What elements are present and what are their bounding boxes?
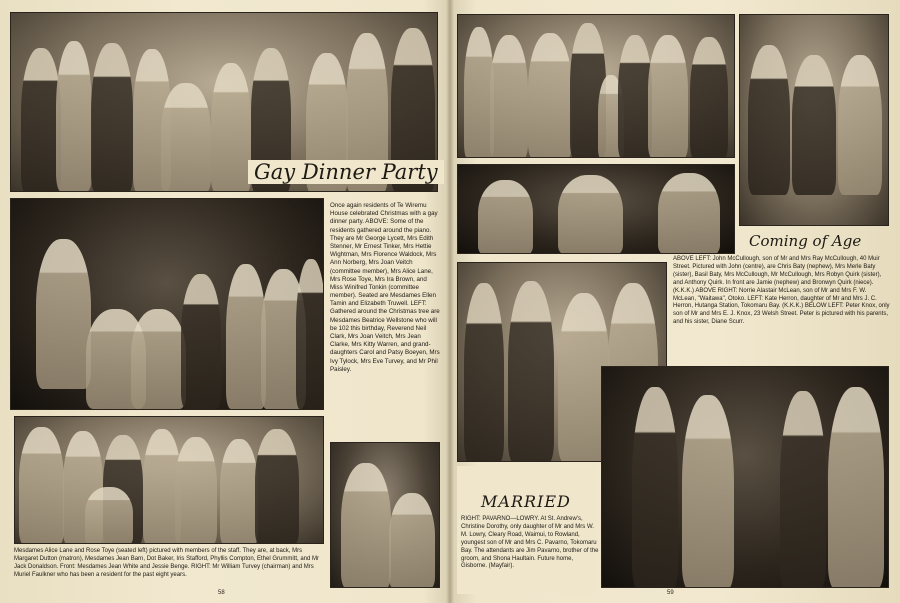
photo-mccullough-family (457, 14, 735, 158)
photo-christmas-tree (10, 198, 324, 410)
page-number-right: 59 (667, 590, 674, 596)
photo-chairman-resident (330, 442, 440, 588)
heading-coming-of-age: Coming of Age (749, 232, 862, 250)
caption-staff: Mesdames Alice Lane and Rose Toye (seated left) pictured with members of the staff. They are, at back, Mrs Margaret Dutton (matron), Mesdames Jean Barn, Dot Baker, Iris Stafford, Phyllis Compton, Ethel Grummitt, and Mr Jack Donaldson. Front: Mesdames Jean White and Jessie Benge. RIGHT: Mr William Turvey (chairman) and Mrs Muriel Faulkner who has been a resident for the past eight years. (14, 548, 320, 578)
right-page (451, 0, 900, 603)
caption-married: RIGHT: PAVARNO—LOWRY. At St. Andrew's, Christine Dorothy, only daughter of Mr and Mrs W. M. Lowry, Cleary Road, Waimui, to Rowland, youngest son of Mr and Mrs C. Pavarno, Tokomaru Bay. The attendants are Jim Pavarno, brother of the groom, and Shona Haultain. Future home, Gisborne. (Mayfair). (461, 516, 599, 570)
photo-mclean (739, 14, 889, 226)
photo-wedding (601, 366, 889, 588)
left-page (0, 0, 449, 603)
photo-herron (457, 164, 735, 254)
caption-dinner-party: Once again residents of Te Wiremu House celebrated Christmas with a gay dinner party. ABOVE: Some of the residents gathered around the piano. They are Mr George Lycett, Mrs Edith Stenner, Mr Ernest Tinker, Mrs Hettie Wightman, Mrs Florence Waldock, Mrs Ann Norberg, Mrs Joan Veitch (committee member), Mrs Alice Lane, Mrs Rose Toye, Mrs Ira Brown, and Miss Winifred Tonkin (committee member). Seated are Mesdames Ellen Tamin and Elizabeth Truwell. LEFT: Gathered around the Christmas tree are Mesdames Beatrice Wellstone who will be 102 this birthday, Reverend Neil Clark, Mrs Joan Veitch, Mrs Jean Clarke, Mrs Kitty Warren, and grand-daughters Carol and Patsy Boeyen, Mrs Ivy Tylock, Mrs Eve Turvey, and Mr Phil Paisley. (330, 202, 440, 373)
photo-staff-group (14, 416, 324, 544)
caption-coming-of-age: ABOVE LEFT: John McCullough, son of Mr and Mrs Ray McCullough, 40 Muir Street. Pictured with John (centre), are Chris Baty (nephew), Mrs Merle Baty (sister), Basil Baty, Mrs McCullough, Mr McCullough, Mrs Robyn Quirk (sister), and Anthony Quirk. In front are Jamie (nephew) and Bronwyn Quirk (niece). (K.K.K.) ABOVE RIGHT: Norrie Alastair McLean, son of Mr and Mrs F. W. McLean, "Waitawa", Otoko. LEFT: Kate Herron, daughter of Mr and Mrs J. C. Herron, Hutanga Station, Tokomaru Bay. (K.K.K.) BELOW LEFT: Peter Knox, only son of Mr and Mrs E. J. Knox, 23 Welsh Street. Peter is pictured with his parents, and his sister, Diane Scurr. (673, 256, 890, 326)
heading-married: MARRIED (481, 492, 571, 511)
married-panel (457, 466, 597, 594)
page-number-left: 58 (218, 590, 225, 596)
heading-gay-dinner-party: Gay Dinner Party (248, 160, 444, 184)
